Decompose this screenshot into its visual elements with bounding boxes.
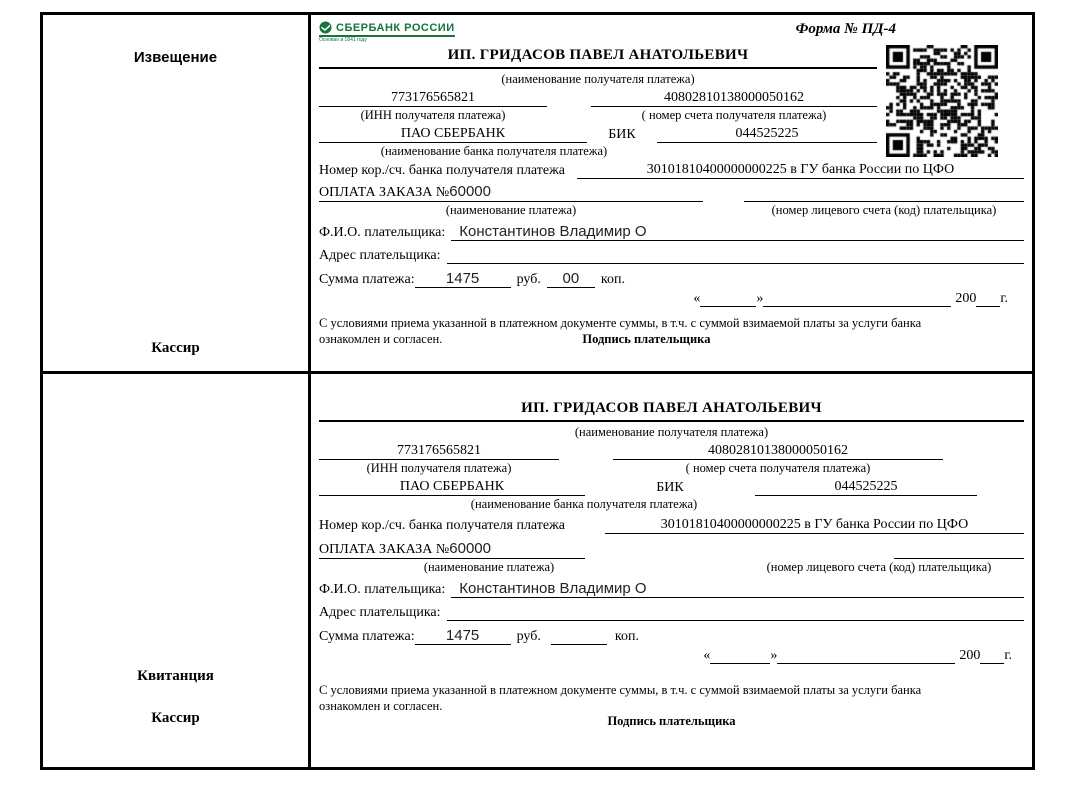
inn-value: 773176565821 (319, 90, 547, 107)
qr-code (886, 45, 998, 157)
agreement-line2: ознакомлен и согласен. (319, 332, 443, 346)
bik-value-2: 044525225 (755, 479, 977, 496)
date-year-suffix-2: г. (1004, 648, 1012, 663)
signature-label-2: Подпись плательщика (607, 714, 736, 728)
notice-content (311, 15, 1032, 371)
cashier-label-2: Кассир (151, 710, 200, 726)
sberbank-logo-text: СБЕРБАНК РОССИИ (336, 21, 455, 34)
receipt-content (311, 374, 1032, 767)
account-value: 40802810138000050162 (591, 90, 877, 107)
amount-rub-value-2: 1475 (415, 627, 511, 645)
sberbank-logo (319, 21, 455, 43)
recipient-name: ИП. ГРИДАСОВ ПАВЕЛ АНАТОЛЬЕВИЧ (319, 47, 877, 69)
order-number: 60000 (449, 183, 491, 200)
corr-label-2: Номер кор./сч. банка получателя платежа (319, 518, 565, 533)
bank-caption-2: (наименование банка получателя платежа) (470, 497, 698, 511)
inn-value-2: 773176565821 (319, 443, 559, 460)
date-quote-open: « (693, 291, 701, 306)
amount-rub-value: 1475 (415, 270, 511, 288)
receipt-stub (43, 374, 311, 767)
agreement-line2-2: ознакомлен и согласен. (319, 699, 443, 713)
date-year-line (976, 290, 1000, 307)
date-month-line-2 (777, 647, 955, 664)
date-month-line (763, 290, 951, 307)
amount-kop-value-2 (551, 627, 607, 645)
bank-name: ПАО СБЕРБАНК (319, 126, 587, 143)
account-value-2: 40802810138000050162 (613, 443, 943, 460)
date-day-line-2 (710, 647, 770, 664)
personal-account-caption: (номер лицевого счета (код) плательщика) (771, 203, 997, 217)
recipient-caption: (наименование получателя платежа) (501, 72, 695, 86)
personal-account-caption-2: (номер лицевого счета (код) плательщика) (766, 560, 992, 574)
address-value-line-2 (447, 604, 1024, 621)
date-year-line-2 (980, 647, 1004, 664)
address-value-line (447, 247, 1024, 264)
notice-stub (43, 15, 311, 371)
payment-caption-2: (наименование платежа) (423, 560, 555, 574)
date-quote-close-2: » (770, 648, 778, 663)
kop-label: коп. (600, 272, 625, 287)
bik-label-2: БИК (656, 480, 684, 495)
bik-value: 044525225 (657, 126, 877, 143)
corr-label: Номер кор./сч. банка получателя платежа (319, 163, 565, 178)
payment-caption: (наименование платежа) (445, 203, 577, 217)
order-number-2: 60000 (449, 540, 491, 557)
date-year-prefix-2: 200 (959, 648, 981, 663)
amount-kop-value: 00 (547, 270, 595, 288)
address-label: Адрес плательщика: (319, 248, 441, 263)
account-caption: ( номер счета получателя платежа) (641, 108, 827, 122)
recipient-caption-2: (наименование получателя платежа) (574, 425, 769, 439)
corr-value: 30101810400000000225 в ГУ банка России по ЦФО (577, 162, 1024, 179)
payment-name-line (319, 183, 703, 202)
notice-section (43, 15, 1032, 374)
notice-label: Извещение (133, 49, 218, 66)
signature-label: Подпись плательщика (582, 332, 711, 346)
date-year-suffix: г. (1000, 291, 1008, 306)
date-quote-open-2: « (703, 648, 711, 663)
personal-account-line-2 (894, 542, 1024, 559)
bik-label: БИК (608, 127, 636, 142)
agreement-line1-2: С условиями приема указанной в платежном документе суммы, в т.ч. с суммой взимаемой платы за услуги банка (319, 683, 922, 697)
cashier-label: Кассир (151, 340, 200, 356)
receipt-label: Квитанция (137, 668, 214, 684)
payer-label: Ф.И.О. плательщика: (319, 225, 446, 240)
sberbank-emblem-icon (319, 21, 332, 34)
date-year-prefix: 200 (955, 291, 977, 306)
form-number: Форма № ПД-4 (795, 21, 896, 37)
date-quote-close: » (756, 291, 764, 306)
bank-name-2: ПАО СБЕРБАНК (319, 479, 585, 496)
rub-label-2: руб. (516, 629, 541, 644)
bank-caption: (наименование банка получателя платежа) (380, 144, 608, 158)
inn-caption: (ИНН получателя платежа) (360, 108, 506, 122)
kop-label-2: коп. (614, 629, 639, 644)
payer-name-value: Константинов Владимир О (451, 223, 1024, 241)
receipt-section (43, 374, 1032, 767)
payer-name-value-2: Константинов Владимир О (451, 580, 1024, 598)
payment-name-line-2 (319, 540, 585, 559)
payer-label-2: Ф.И.О. плательщика: (319, 582, 446, 597)
address-label-2: Адрес плательщика: (319, 605, 441, 620)
form-border (40, 12, 1035, 770)
personal-account-line (744, 185, 1024, 202)
agreement-line1: С условиями приема указанной в платежном документе суммы, в т.ч. с суммой взимаемой платы за услуги банка (319, 316, 922, 330)
payment-title-2: ОПЛАТА ЗАКАЗА № (319, 542, 450, 557)
rub-label: руб. (516, 272, 541, 287)
recipient-name-2: ИП. ГРИДАСОВ ПАВЕЛ АНАТОЛЬЕВИЧ (319, 400, 1024, 422)
sberbank-logo-subtext: Основан в 1841 году (319, 37, 367, 43)
payment-title: ОПЛАТА ЗАКАЗА № (319, 185, 450, 200)
amount-label-2: Сумма платежа: (319, 629, 415, 644)
corr-value-2: 30101810400000000225 в ГУ банка России по ЦФО (605, 517, 1024, 534)
account-caption-2: ( номер счета получателя платежа) (685, 461, 871, 475)
amount-label: Сумма платежа: (319, 272, 415, 287)
inn-caption-2: (ИНН получателя платежа) (366, 461, 512, 475)
date-day-line (700, 290, 756, 307)
